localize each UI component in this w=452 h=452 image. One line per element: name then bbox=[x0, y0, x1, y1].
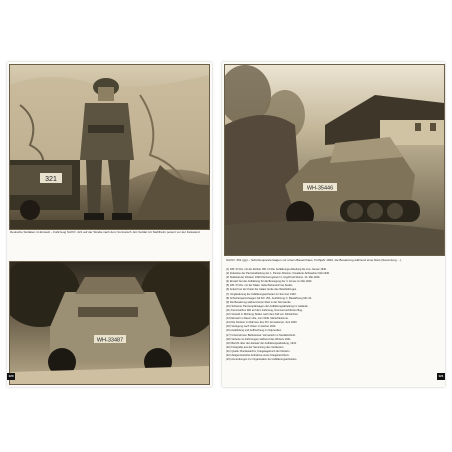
footnote: (22) Zeitgenössische Aufnahme eines Kriegsberichters. bbox=[226, 353, 290, 357]
right-page bbox=[222, 62, 445, 387]
armored-car-photo bbox=[9, 261, 210, 385]
footnote: (3) Stabsteil der Division 1939 Panzerregiment 2, Angriff auf Reims, 13. Mai 1940. bbox=[226, 276, 321, 280]
footnote: (15) Verlegung nach Osten im Herbst 1940. bbox=[226, 325, 277, 329]
footnote: (21) Quelle: Bundesarchiv, Kriegstagebuch der Division. bbox=[226, 349, 291, 353]
svg-text:WH-33487: WH-33487 bbox=[96, 337, 124, 344]
footnote: (17) Unternehmen Barbarossa: Vormarsch im Nordabschnitt. bbox=[226, 333, 296, 337]
footnote: (10) Schwerer Panzerspähwagen der Aufklärungsabteilung im Gelände. bbox=[226, 304, 309, 308]
footnote: (14) Die Division im Rahmen des XIV. Armeekorps, Juni 1940. bbox=[226, 321, 298, 325]
halftrack-plate-text: WH-35446 bbox=[306, 185, 334, 192]
footnote: (13) Einsatz im Raum Lille, Juni 1940, Marschkolonne. bbox=[226, 317, 289, 321]
left-page bbox=[7, 62, 212, 387]
halftrack-photo bbox=[224, 64, 445, 256]
footnote: (8) Schützenpanzerwagen Sd.Kfz. 251, Ausführung C, Bewaffnung MG 34. bbox=[226, 296, 312, 300]
footnote: (20) Fotografie aus der Sammlung des Verfassers. bbox=[226, 345, 285, 349]
footnote: (9) Die Besatzung während einer Rast in der Normandie. bbox=[226, 300, 292, 304]
soldier-photo bbox=[9, 64, 210, 230]
footnote: (7) Umgliederung der Aufklärungseinheiten im Sommer 1940. bbox=[226, 292, 297, 296]
footnote: (18) Verluste an Fahrzeugen während des Winters 1941. bbox=[226, 337, 292, 341]
footnote: (1) 180. Pz.Div. mit der Einheit 180. Inf.Div. Aufklärungs-Abteilung bis zum Januar 1940. bbox=[226, 268, 327, 271]
footnote: (2) Zeitweise der Panzerabteilung der 1. Panzer-Division, Kavallerie-Schwadron Mai 1940. bbox=[226, 272, 330, 276]
right-top-caption: Sd.Kfz. 251 (gp) – Schützenpanzerwagen vor einem Bauernhaus, Frühjahr 1940, die Besatzung während einer Rast (Sammlung ...). bbox=[226, 258, 402, 262]
footnote: (16) Ausbildung und Auffrischung in Ostpreußen. bbox=[226, 329, 282, 333]
footnotes bbox=[226, 268, 440, 362]
footnote: (19) Bericht über den Einsatz der Aufklärungsabteilung, 1941. bbox=[226, 341, 297, 345]
footnote: (5) 180. Pz.Div. vor der Maas: Gefechtsbereich bei Sedan. bbox=[226, 284, 293, 288]
footnote: (11) Kennzeichen WH auf dem Fahrzeug, Nummernschild am Bug. bbox=[226, 308, 303, 312]
footnote: (4) Einsatz bei der Aufklärung für die Bewegung der 4. Armee im Mai 1940. bbox=[226, 280, 313, 284]
right-page-number: 121 bbox=[438, 374, 444, 378]
left-top-caption: Deutsche Soldaten im Einsatz – Fahrzeug Sd.Kfz. 221 auf der Straße nach dem Vormarsch. Ein Soldat mit Stahlhelm posiert vor der Felswand. bbox=[10, 230, 201, 234]
footnote: (6) Ankunft an der Küste bei Calais: Ende des Westfeldzuges. bbox=[226, 288, 297, 292]
footnote: (12) Vorstoß in Richtung Süden nach dem Fall von Dünkirchen. bbox=[226, 313, 299, 317]
vehicle-plate-text: 321 bbox=[45, 176, 57, 183]
footnote: (23) Anmerkungen zur Organisation der Aufklärungseinheiten. bbox=[226, 358, 298, 362]
left-page-number: 120 bbox=[8, 374, 14, 378]
